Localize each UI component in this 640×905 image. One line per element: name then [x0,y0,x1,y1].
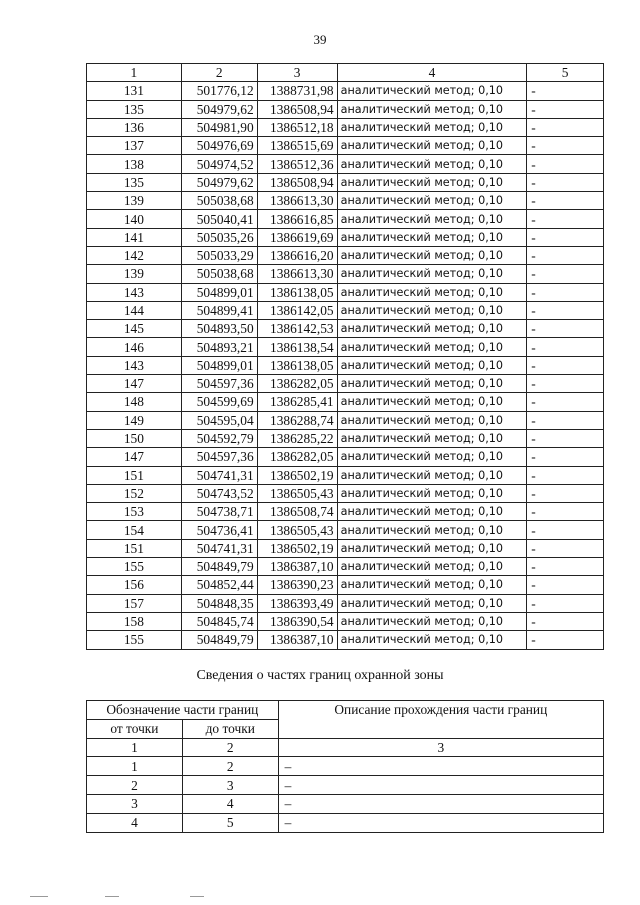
table-row [87,320,604,338]
to-point-cell: 5 [182,813,278,832]
to-point-cell: 4 [182,794,278,813]
to-point-cell: 3 [182,776,278,795]
y-coordinate-cell: 1386288,74 [257,411,337,429]
table-row [87,757,604,776]
description-cell: – [278,794,603,813]
description-cell: - [527,82,604,100]
point-number-cell: 136 [87,118,182,136]
method-cell: аналитический метод; 0,10 [337,210,527,228]
description-cell: - [527,228,604,246]
y-coordinate-cell: 1386508,94 [257,100,337,118]
description-cell: - [527,393,604,411]
point-number-cell: 139 [87,265,182,283]
x-coordinate-cell: 504741,31 [181,539,257,557]
method-cell: аналитический метод; 0,10 [337,228,527,246]
point-number-cell: 142 [87,246,182,264]
y-coordinate-cell: 1386616,85 [257,210,337,228]
y-coordinate-cell: 1386515,69 [257,137,337,155]
method-cell: аналитический метод; 0,10 [337,576,527,594]
point-number-cell: 154 [87,521,182,539]
table-row [87,429,604,447]
description-cell: - [527,466,604,484]
point-number-cell: 156 [87,576,182,594]
point-number-cell: 140 [87,210,182,228]
description-cell: - [527,356,604,374]
description-cell: - [527,265,604,283]
method-cell: аналитический метод; 0,10 [337,82,527,100]
table-row [87,118,604,136]
description-cell: - [527,137,604,155]
description-cell: - [527,118,604,136]
point-number-cell: 153 [87,503,182,521]
y-coordinate-cell: 1386390,23 [257,576,337,594]
table-row [87,246,604,264]
x-coordinate-cell: 504893,21 [181,338,257,356]
method-cell: аналитический метод; 0,10 [337,338,527,356]
y-coordinate-cell: 1386613,30 [257,192,337,210]
table-row [87,155,604,173]
method-cell: аналитический метод; 0,10 [337,429,527,447]
method-cell: аналитический метод; 0,10 [337,301,527,319]
method-cell: аналитический метод; 0,10 [337,612,527,630]
method-cell: аналитический метод; 0,10 [337,320,527,338]
table-row [87,338,604,356]
y-coordinate-cell: 1386285,22 [257,429,337,447]
method-cell: аналитический метод; 0,10 [337,155,527,173]
header-cell: 4 [337,64,527,82]
method-cell: аналитический метод; 0,10 [337,192,527,210]
parts-number-cell: 2 [182,738,278,757]
description-cell: - [527,429,604,447]
method-cell: аналитический метод; 0,10 [337,283,527,301]
table-row [87,558,604,576]
table-row [87,228,604,246]
x-coordinate-cell: 505035,26 [181,228,257,246]
description-cell: - [527,155,604,173]
point-number-cell: 144 [87,301,182,319]
y-coordinate-cell: 1386512,18 [257,118,337,136]
x-coordinate-cell: 505038,68 [181,265,257,283]
table-row [87,137,604,155]
point-number-cell: 151 [87,466,182,484]
table-row [87,466,604,484]
description-cell: - [527,210,604,228]
x-coordinate-cell: 504899,01 [181,356,257,374]
table-row [87,283,604,301]
point-number-cell: 137 [87,137,182,155]
from-point-cell: 2 [87,776,183,795]
y-coordinate-cell: 1386616,20 [257,246,337,264]
parts-group-header: Обозначение части границ [87,701,279,720]
x-coordinate-cell: 504743,52 [181,484,257,502]
x-coordinate-cell: 504849,79 [181,631,257,649]
table-row [87,521,604,539]
section-title: Сведения о частях границ охранной зоны [196,668,444,683]
table-row [87,813,604,832]
method-cell: аналитический метод; 0,10 [337,466,527,484]
description-cell: - [527,484,604,502]
description-cell: – [278,813,603,832]
parts-from-header: от точки [87,719,183,738]
x-coordinate-cell: 505040,41 [181,210,257,228]
x-coordinate-cell: 504597,36 [181,448,257,466]
y-coordinate-cell: 1386282,05 [257,448,337,466]
x-coordinate-cell: 504893,50 [181,320,257,338]
parts-number-cell: 1 [87,738,183,757]
point-number-cell: 151 [87,539,182,557]
table-row [87,612,604,630]
description-cell: - [527,612,604,630]
description-cell: – [278,757,603,776]
table-row [87,393,604,411]
point-number-cell: 152 [87,484,182,502]
from-point-cell: 4 [87,813,183,832]
y-coordinate-cell: 1386502,19 [257,466,337,484]
point-number-cell: 155 [87,558,182,576]
description-cell: - [527,503,604,521]
x-coordinate-cell: 504595,04 [181,411,257,429]
y-coordinate-cell: 1386619,69 [257,228,337,246]
x-coordinate-cell: 501776,12 [181,82,257,100]
y-coordinate-cell: 1386512,36 [257,155,337,173]
x-coordinate-cell: 504738,71 [181,503,257,521]
y-coordinate-cell: 1386390,54 [257,612,337,630]
description-cell: - [527,283,604,301]
header-cell: 5 [527,64,604,82]
point-number-cell: 145 [87,320,182,338]
table-row [87,484,604,502]
description-cell: - [527,100,604,118]
x-coordinate-cell: 505038,68 [181,192,257,210]
scan-marks [30,896,290,898]
point-number-cell: 141 [87,228,182,246]
x-coordinate-cell: 504979,62 [181,173,257,191]
table-row [87,301,604,319]
description-cell: - [527,631,604,649]
boundary-parts-table [86,700,604,833]
point-number-cell: 147 [87,375,182,393]
table-row [87,375,604,393]
parts-description-header: Описание прохождения части границ [278,701,603,739]
parts-header-row [87,701,604,720]
method-cell: аналитический метод; 0,10 [337,594,527,612]
header-cell: 1 [87,64,182,82]
table-row [87,210,604,228]
table-row [87,576,604,594]
y-coordinate-cell: 1386613,30 [257,265,337,283]
table-row [87,411,604,429]
description-cell: - [527,594,604,612]
y-coordinate-cell: 1386505,43 [257,521,337,539]
description-cell: - [527,411,604,429]
y-coordinate-cell: 1386505,43 [257,484,337,502]
description-cell: - [527,558,604,576]
x-coordinate-cell: 504899,41 [181,301,257,319]
table-row [87,539,604,557]
y-coordinate-cell: 1388731,98 [257,82,337,100]
point-number-cell: 150 [87,429,182,447]
parts-number-cell: 3 [278,738,603,757]
x-coordinate-cell: 504974,52 [181,155,257,173]
from-point-cell: 1 [87,757,183,776]
point-number-cell: 149 [87,411,182,429]
description-cell: - [527,375,604,393]
description-cell: - [527,301,604,319]
from-point-cell: 3 [87,794,183,813]
table-row [87,100,604,118]
y-coordinate-cell: 1386142,05 [257,301,337,319]
point-number-cell: 135 [87,173,182,191]
point-number-cell: 135 [87,100,182,118]
method-cell: аналитический метод; 0,10 [337,118,527,136]
point-number-cell: 143 [87,283,182,301]
x-coordinate-cell: 504592,79 [181,429,257,447]
method-cell: аналитический метод; 0,10 [337,265,527,283]
table-row [87,776,604,795]
method-cell: аналитический метод; 0,10 [337,393,527,411]
y-coordinate-cell: 1386138,05 [257,283,337,301]
method-cell: аналитический метод; 0,10 [337,411,527,429]
description-cell: - [527,521,604,539]
x-coordinate-cell: 504979,62 [181,100,257,118]
coordinates-header-row [87,64,604,82]
point-number-cell: 157 [87,594,182,612]
method-cell: аналитический метод; 0,10 [337,375,527,393]
method-cell: аналитический метод; 0,10 [337,521,527,539]
table-row [87,173,604,191]
description-cell: - [527,576,604,594]
x-coordinate-cell: 504599,69 [181,393,257,411]
description-cell: - [527,173,604,191]
y-coordinate-cell: 1386285,41 [257,393,337,411]
table-row [87,192,604,210]
method-cell: аналитический метод; 0,10 [337,356,527,374]
point-number-cell: 131 [87,82,182,100]
method-cell: аналитический метод; 0,10 [337,558,527,576]
table-row [87,794,604,813]
method-cell: аналитический метод; 0,10 [337,173,527,191]
method-cell: аналитический метод; 0,10 [337,137,527,155]
description-cell: - [527,246,604,264]
description-cell: - [527,338,604,356]
x-coordinate-cell: 505033,29 [181,246,257,264]
point-number-cell: 147 [87,448,182,466]
x-coordinate-cell: 504899,01 [181,283,257,301]
x-coordinate-cell: 504976,69 [181,137,257,155]
y-coordinate-cell: 1386142,53 [257,320,337,338]
point-number-cell: 138 [87,155,182,173]
description-cell: - [527,448,604,466]
table-row [87,265,604,283]
y-coordinate-cell: 1386393,49 [257,594,337,612]
parts-to-header: до точки [182,719,278,738]
x-coordinate-cell: 504741,31 [181,466,257,484]
table-row [87,356,604,374]
y-coordinate-cell: 1386138,54 [257,338,337,356]
x-coordinate-cell: 504852,44 [181,576,257,594]
y-coordinate-cell: 1386138,05 [257,356,337,374]
table-row [87,448,604,466]
header-cell: 3 [257,64,337,82]
method-cell: аналитический метод; 0,10 [337,503,527,521]
y-coordinate-cell: 1386502,19 [257,539,337,557]
x-coordinate-cell: 504845,74 [181,612,257,630]
x-coordinate-cell: 504597,36 [181,375,257,393]
table-row [87,631,604,649]
x-coordinate-cell: 504849,79 [181,558,257,576]
method-cell: аналитический метод; 0,10 [337,631,527,649]
page-number: 39 [313,32,327,47]
to-point-cell: 2 [182,757,278,776]
y-coordinate-cell: 1386387,10 [257,631,337,649]
point-number-cell: 158 [87,612,182,630]
x-coordinate-cell: 504848,35 [181,594,257,612]
description-cell: - [527,539,604,557]
table-row [87,503,604,521]
y-coordinate-cell: 1386282,05 [257,375,337,393]
method-cell: аналитический метод; 0,10 [337,100,527,118]
description-cell: - [527,320,604,338]
table-row [87,594,604,612]
x-coordinate-cell: 504736,41 [181,521,257,539]
header-cell: 2 [181,64,257,82]
description-cell: - [527,192,604,210]
y-coordinate-cell: 1386508,74 [257,503,337,521]
y-coordinate-cell: 1386508,94 [257,173,337,191]
point-number-cell: 155 [87,631,182,649]
method-cell: аналитический метод; 0,10 [337,484,527,502]
method-cell: аналитический метод; 0,10 [337,448,527,466]
point-number-cell: 146 [87,338,182,356]
description-cell: – [278,776,603,795]
method-cell: аналитический метод; 0,10 [337,539,527,557]
table-row [87,82,604,100]
point-number-cell: 148 [87,393,182,411]
point-number-cell: 139 [87,192,182,210]
x-coordinate-cell: 504981,90 [181,118,257,136]
point-number-cell: 143 [87,356,182,374]
y-coordinate-cell: 1386387,10 [257,558,337,576]
coordinates-table [86,63,604,650]
method-cell: аналитический метод; 0,10 [337,246,527,264]
parts-number-row [87,738,604,757]
